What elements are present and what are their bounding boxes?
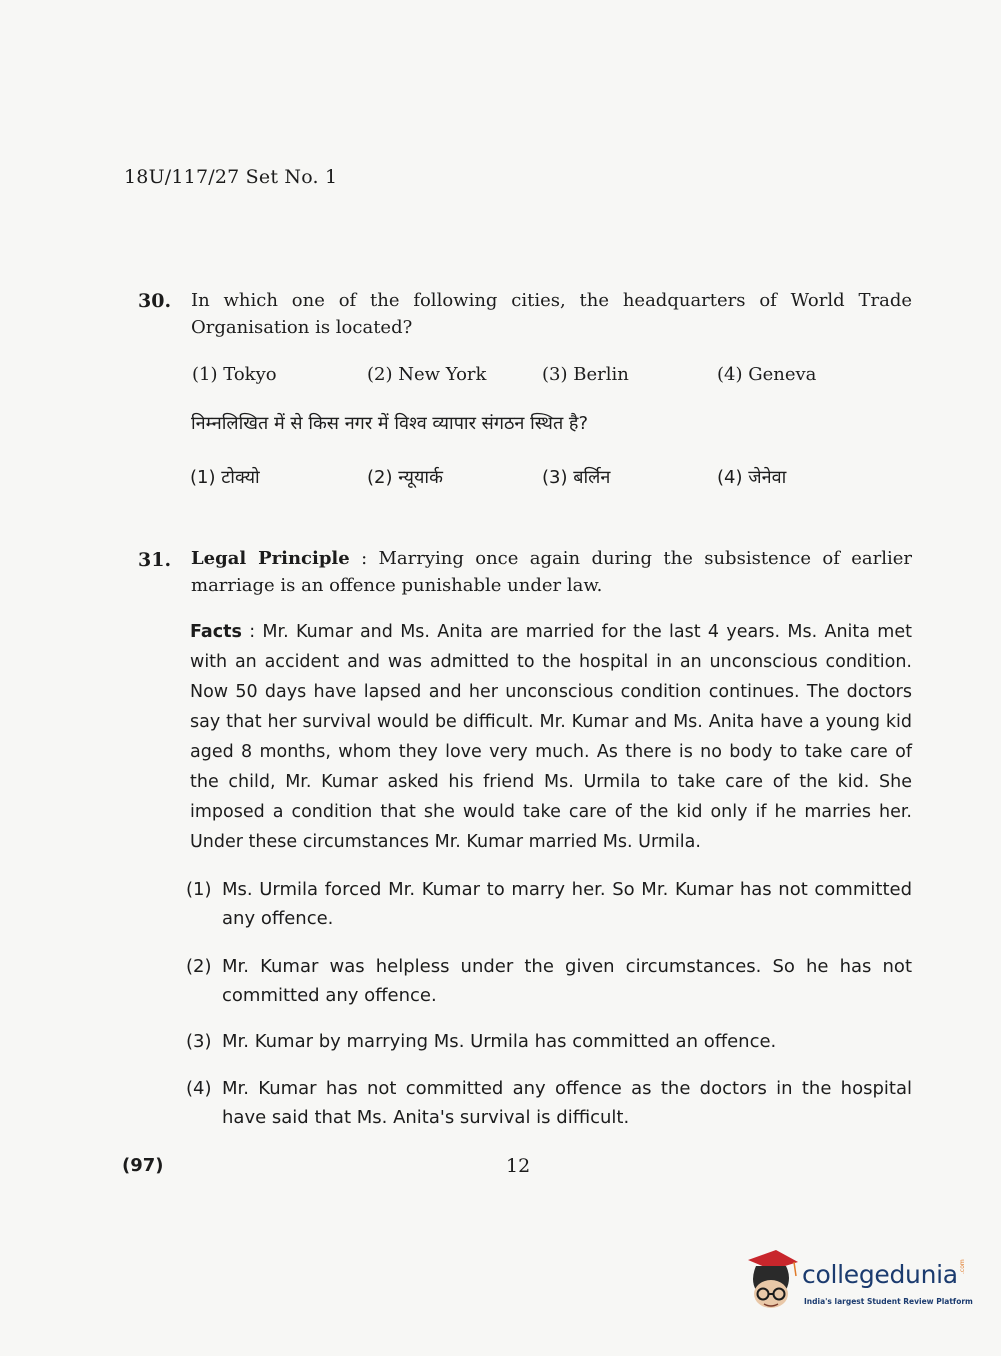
footer-code: (97) [122, 1155, 164, 1176]
question-31-facts [190, 617, 912, 857]
q30-hindi-option-3: (3) बर्लिन [542, 467, 611, 488]
q30-hindi-option-1: (1) टोक्यो [190, 467, 260, 488]
logo-tagline: India's largest Student Review Platform [804, 1297, 973, 1306]
q31-answer-4-text: Mr. Kumar has not committed any offence as the doctors in the hospital have said that Ms. Anita's survival is difficult. [222, 1078, 912, 1128]
collegedunia-logo [742, 1250, 973, 1320]
mascot-icon [742, 1250, 800, 1314]
q31-answer-2-number: (2) [186, 956, 212, 977]
logo-suffix: .com [959, 1259, 966, 1274]
q31-answer-1-text: Ms. Urmila forced Mr. Kumar to marry her. So Mr. Kumar has not committed any offence. [222, 879, 912, 929]
question-30-text [191, 287, 912, 341]
q31-answer-option-3 [186, 1027, 912, 1056]
page-number: 12 [506, 1155, 531, 1177]
q31-answer-1-number: (1) [186, 879, 212, 900]
legal-principle-line1: : Marrying once again during the subsistence of earlier [361, 548, 912, 569]
legal-principle-label: Legal Principle [191, 548, 350, 569]
q30-option-4: (4) Geneva [717, 364, 817, 385]
q31-answer-2-text: Mr. Kumar was helpless under the given circumstances. So he has not committed any offence. [222, 956, 912, 1006]
question-31-principle [191, 545, 912, 599]
q30-option-2: (2) New York [367, 364, 487, 385]
q31-answer-4-number: (4) [186, 1078, 212, 1099]
q30-hindi-option-4: (4) जेनेवा [717, 467, 787, 488]
question-30-text-line2: Organisation is located? [191, 317, 413, 338]
q30-option-3: (3) Berlin [542, 364, 629, 385]
set-code: 18U/117/27 Set No. 1 [124, 166, 338, 188]
q31-answer-3-number: (3) [186, 1031, 212, 1052]
legal-principle-line2: marriage is an offence punishable under law. [191, 575, 603, 596]
question-30-options-hindi [190, 465, 910, 491]
q31-answer-option-4 [186, 1074, 912, 1132]
question-31-number: 31. [138, 549, 172, 571]
question-30-number: 30. [138, 290, 172, 312]
facts-label: Facts [190, 622, 242, 642]
facts-text: : Mr. Kumar and Ms. Anita are married for the last 4 years. Ms. Anita met with an accident and was admitted to the hospital in an unconscious condition. Now 50 days have lapsed and her unconscious condition continues. The doctors say that her survival would be difficult. Mr. Kumar and Ms. Anita have a young kid aged 8 months, whom they love very much. As there is no body to take care of the child, Mr. Kumar asked his friend Ms. Urmila to take care of the kid. She imposed a condition that she would take care of the kid only if he marries her. Under these circumstances Mr. Kumar married Ms. Urmila. [190, 622, 912, 852]
q31-answer-option-2 [186, 952, 912, 1010]
question-30-text-hindi: निम्नलिखित में से किस नगर में विश्व व्यापार संगठन स्थित है? [191, 413, 589, 434]
question-30-text-line1: In which one of the following cities, the headquarters of World Trade [191, 290, 912, 311]
logo-wordmark: collegedunia [802, 1260, 958, 1289]
q31-answer-option-1 [186, 875, 912, 933]
q31-answer-3-text: Mr. Kumar by marrying Ms. Urmila has committed an offence. [222, 1031, 777, 1052]
q30-option-1: (1) Tokyo [192, 364, 277, 385]
question-30-options-en [192, 364, 912, 388]
q30-hindi-option-2: (2) न्यूयार्क [367, 467, 443, 488]
